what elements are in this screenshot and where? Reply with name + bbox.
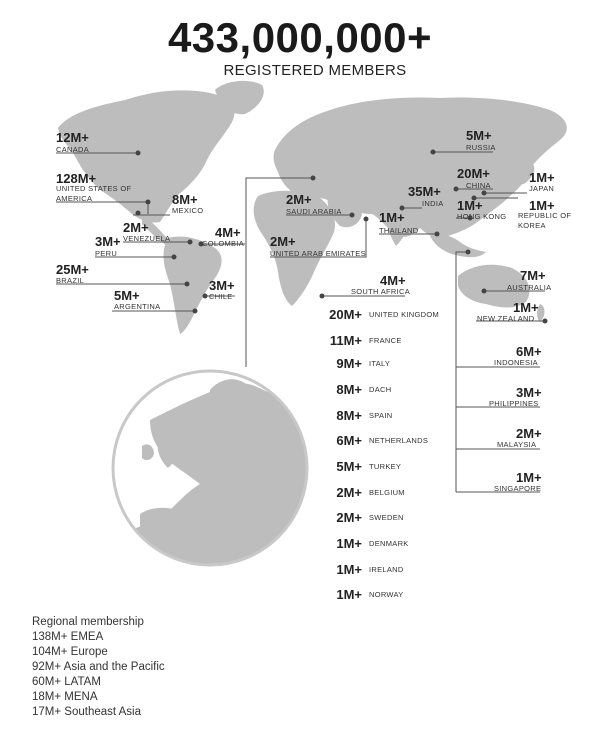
korea-label: REPUBLIC OF KOREA [518,211,572,230]
regional-item: 17M+ Southeast Asia [32,706,142,718]
australia-label: AUSTRALIA [507,283,552,292]
europe-row [325,408,545,428]
malaysia-label: MALAYSIA [497,440,537,449]
europe-value: 20M+ [329,307,362,322]
russia-label: RUSSIA [466,143,496,152]
europe-label: ITALY [369,359,391,368]
argentina-value: 5M+ [114,288,140,303]
regional-item: 18M+ MENA [32,691,98,703]
indonesia-label: INDONESIA [494,358,538,367]
europe-row [325,356,545,376]
europe-row [325,433,545,453]
japan-value: 1M+ [529,170,555,185]
colombia-value: 4M+ [215,225,241,240]
hongkong-value: 1M+ [457,198,483,213]
canada-label: CANADA [56,145,90,154]
europe-label: IRELAND [369,565,404,574]
peru-value: 3M+ [95,234,121,249]
europe-zoom [113,371,320,570]
europe-row [325,536,545,556]
chile-value: 3M+ [209,278,235,293]
europe-label: UNITED KINGDOM [369,310,440,319]
peru-label: PERU [95,249,118,258]
russia-value: 5M+ [466,128,492,143]
brazil-label: BRAZIL [56,276,85,285]
europe-row [325,333,545,353]
regional-item: 92M+ Asia and the Pacific [32,661,165,673]
canada-value: 12M+ [56,130,89,145]
thailand-value: 1M+ [379,210,405,225]
europe-value: 2M+ [336,510,362,525]
europe-row [325,307,545,327]
japan-label: JAPAN [529,184,555,193]
europe-row [325,485,545,505]
newzealand-value: 1M+ [513,300,539,315]
singapore-value: 1M+ [516,470,542,485]
europe-label: DENMARK [369,539,409,548]
europe-label: NORWAY [369,590,404,599]
regional-item: 104M+ Europe [32,646,108,658]
india-value: 35M+ [408,184,441,199]
southafrica-label: SOUTH AFRICA [351,287,411,296]
europe-value: 9M+ [336,356,362,371]
brazil-value: 25M+ [56,262,89,277]
china-label: CHINA [466,181,491,190]
argentina-label: ARGENTINA [114,302,161,311]
europe-row [325,587,545,607]
regional-title: Regional membership [32,616,144,628]
indonesia-value: 6M+ [516,344,542,359]
saudi-value: 2M+ [286,192,312,207]
europe-label: SPAIN [369,411,393,420]
mexico-value: 8M+ [172,192,198,207]
saudi-label: SAUDI ARABIA [286,207,342,216]
regional-item: 60M+ LATAM [32,676,101,688]
korea-value: 1M+ [529,198,555,213]
europe-value: 1M+ [336,587,362,602]
europe-value: 6M+ [336,433,362,448]
europe-row [325,510,545,530]
colombia-label: COLOMBIA [202,239,244,248]
europe-value: 8M+ [336,408,362,423]
usa-label: UNITED STATES OF AMERICA [56,184,132,203]
philippines-value: 3M+ [516,385,542,400]
europe-row [325,562,545,582]
europe-label: BELGIUM [369,488,405,497]
total-members: 433,000,000+ [167,14,433,61]
australia-value: 7M+ [520,268,546,283]
europe-label: DACH [369,385,392,394]
venezuela-label: VENEZUELA [123,234,171,243]
india-label: INDIA [422,199,444,208]
mexico-label: MEXICO [172,206,204,215]
europe-value: 1M+ [336,562,362,577]
regional-membership [32,615,165,720]
hongkong-label: HONG KONG [457,212,507,221]
uae-label: UNITED ARAB EMIRATES [270,249,366,258]
philippines-label: PHILIPPINES [489,399,539,408]
newzealand-label: NEW ZEALAND [477,314,535,323]
se-asia-shape [430,234,486,257]
europe-value: 11M+ [329,333,362,348]
venezuela-value: 2M+ [123,220,149,235]
europe-value: 5M+ [336,459,362,474]
europe-value: 1M+ [336,536,362,551]
china-value: 20M+ [457,166,490,181]
europe-value: 8M+ [336,382,362,397]
uae-value: 2M+ [270,234,296,249]
regional-item: 138M+ EMEA [32,631,104,643]
chile-label: CHILE [209,292,233,301]
europe-label: NETHERLANDS [369,436,429,445]
registered-members-label: REGISTERED MEMBERS [223,62,407,79]
europe-label: FRANCE [369,336,402,345]
europe-row [325,459,545,479]
malaysia-value: 2M+ [516,426,542,441]
europe-value: 2M+ [336,485,362,500]
europe-label: TURKEY [369,462,402,471]
europe-row [325,382,545,402]
southafrica-value: 4M+ [380,273,406,288]
usa-value: 128M+ [56,171,97,186]
singapore-label: SINGAPORE [494,484,542,493]
europe-label: SWEDEN [369,513,404,522]
thailand-label: THAILAND [379,226,419,235]
